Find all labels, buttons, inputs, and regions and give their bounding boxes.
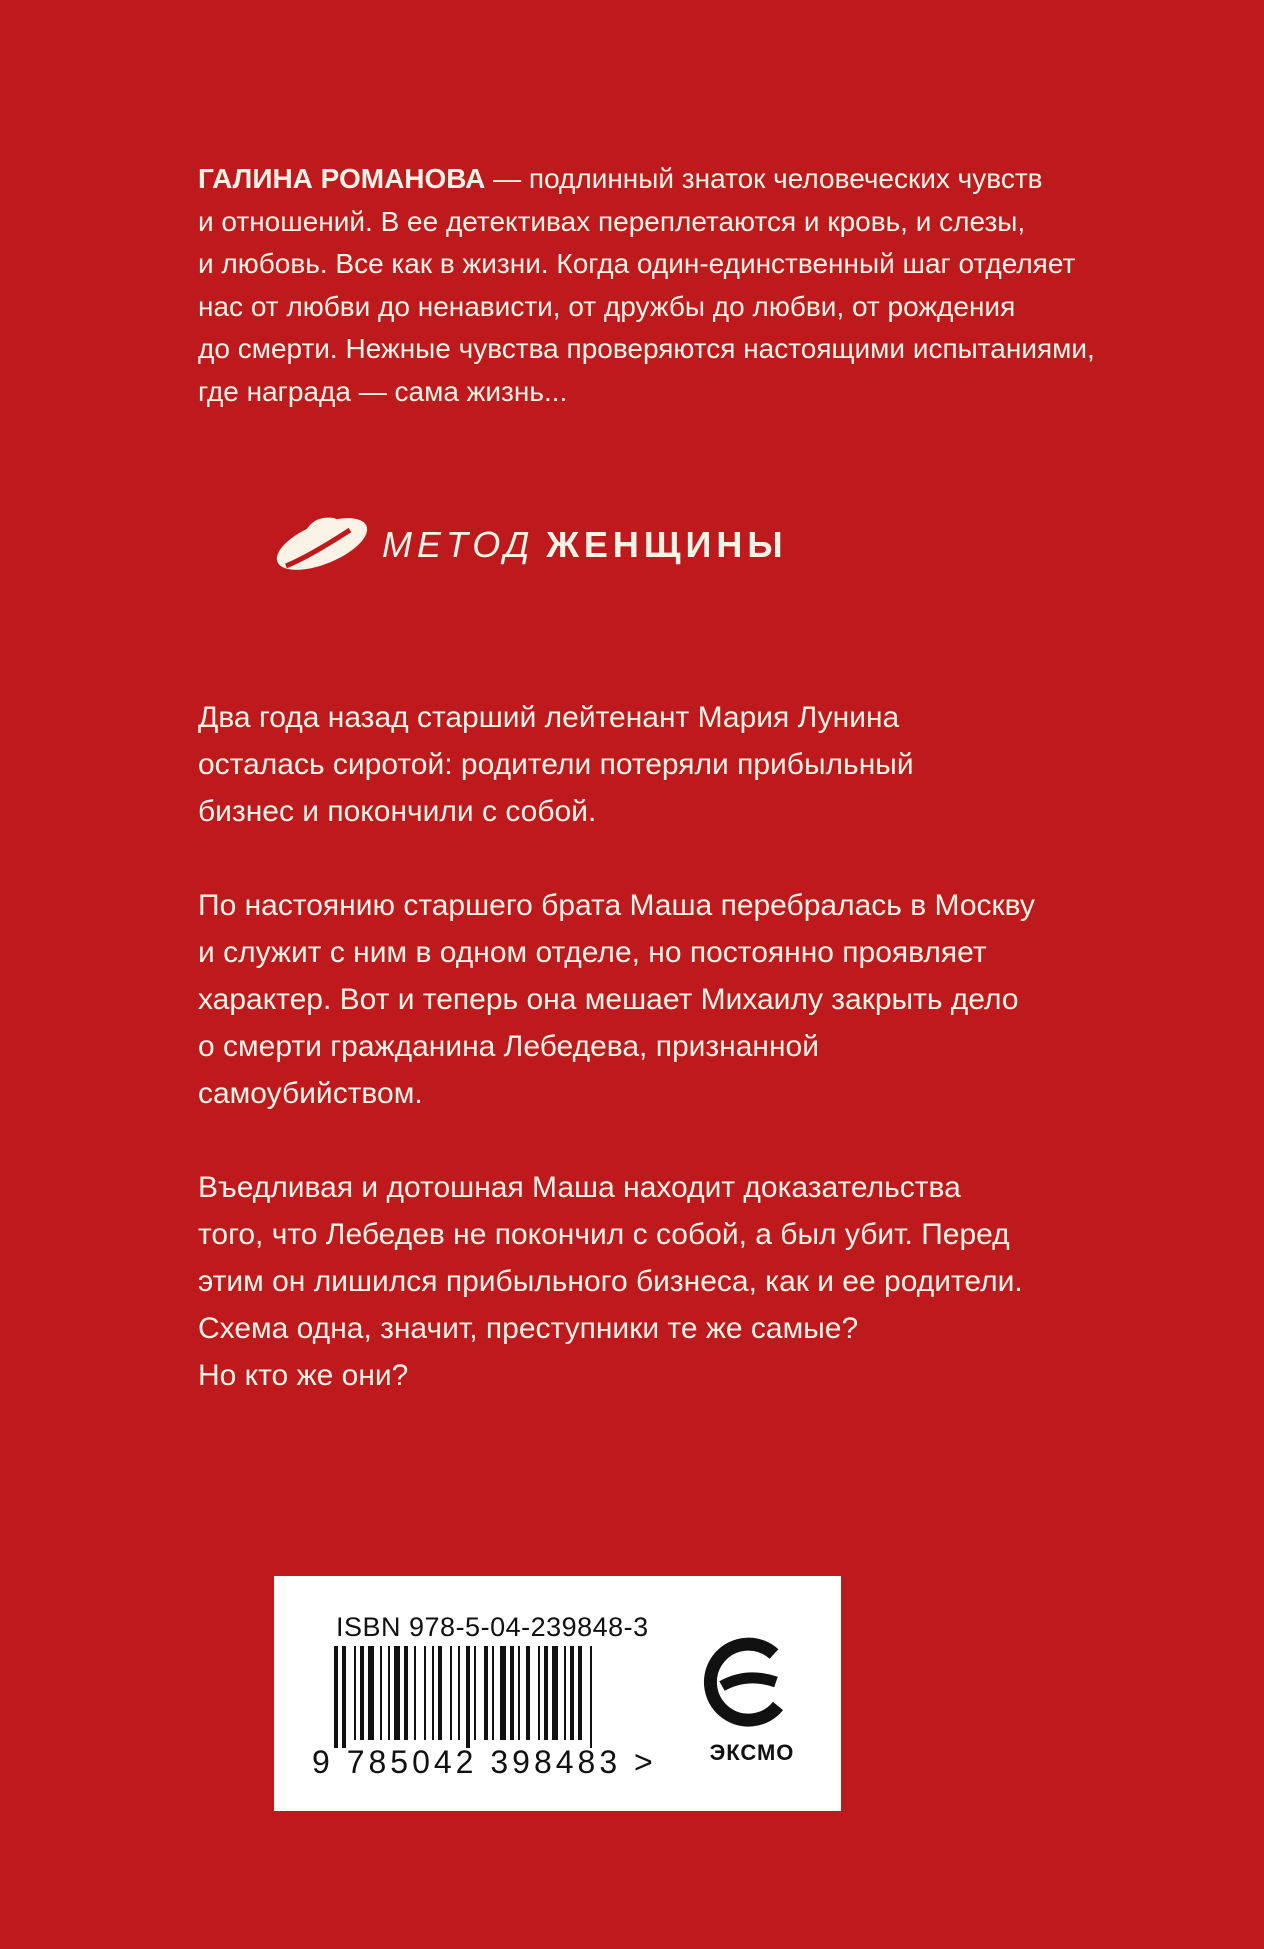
isbn-block	[274, 1576, 841, 1811]
annotation-line: того, что Лебедев не покончил с собой, а был убит. Перед	[198, 1218, 1010, 1251]
eksmo-logo-icon	[692, 1628, 802, 1738]
publisher-name: ЭКСМО	[709, 1740, 795, 1765]
book-annotation	[198, 694, 1098, 1399]
author-line-3: и любовь. Все как в жизни. Когда один-единственный шаг отделяет	[198, 248, 1076, 279]
isbn-barcode-digits: 9 785042 398483 >	[312, 1744, 657, 1780]
annotation-line: характер. Вот и теперь она мешает Михаилу закрыть дело	[198, 983, 1019, 1016]
annotation-line: самоубийством.	[198, 1077, 423, 1110]
author-line-5: до смерти. Нежные чувства проверяются настоящими испытаниями,	[198, 333, 1095, 364]
annotation-line: По настоянию старшего брата Маша перебралась в Москву	[198, 889, 1035, 922]
series-word-method: МЕТОД	[382, 524, 535, 565]
annotation-line: и служит с ним в одном отделе, но постоянно проявляет	[198, 936, 987, 969]
annotation-line: Въедливая и дотошная Маша находит доказательства	[198, 1171, 961, 1204]
author-line-1: — подлинный знаток человеческих чувств	[485, 163, 1043, 194]
barcode-icon	[334, 1646, 634, 1748]
annotation-paragraph-1	[198, 694, 1098, 835]
author-line-2: и отношений. В ее детективах переплетаются и кровь, и слезы,	[198, 205, 1026, 237]
annotation-paragraph-2	[198, 882, 1098, 1117]
author-line-4: нас от любви до ненависти, от дружбы до любви, от рождения	[198, 290, 1016, 322]
author-line-6: где награда — сама жизнь...	[198, 375, 568, 407]
annotation-line: о смерти гражданина Лебедева, признанной	[198, 1030, 819, 1063]
annotation-line: Схема одна, значит, преступники те же самые?	[198, 1312, 859, 1345]
annotation-line: бизнес и покончили с собой.	[198, 795, 597, 828]
annotation-line: Два года назад старший лейтенант Мария Лунина	[198, 701, 900, 734]
author-description	[198, 158, 1158, 413]
hat-with-lips-icon	[270, 500, 375, 590]
isbn-number: ISBN 978-5-04-239848-3	[336, 1612, 649, 1642]
author-name: ГАЛИНА РОМАНОВА	[198, 163, 486, 194]
series-logo-block	[270, 500, 788, 590]
annotation-line: Но кто же они?	[198, 1359, 409, 1392]
annotation-paragraph-3	[198, 1164, 1098, 1399]
annotation-line: осталась сиротой: родители потеряли прибыльный	[198, 748, 914, 781]
annotation-line: этим он лишился прибыльного бизнеса, как и ее родители.	[198, 1265, 1023, 1298]
series-word-women: ЖЕНЩИНЫ	[546, 524, 788, 565]
series-title	[382, 524, 788, 566]
